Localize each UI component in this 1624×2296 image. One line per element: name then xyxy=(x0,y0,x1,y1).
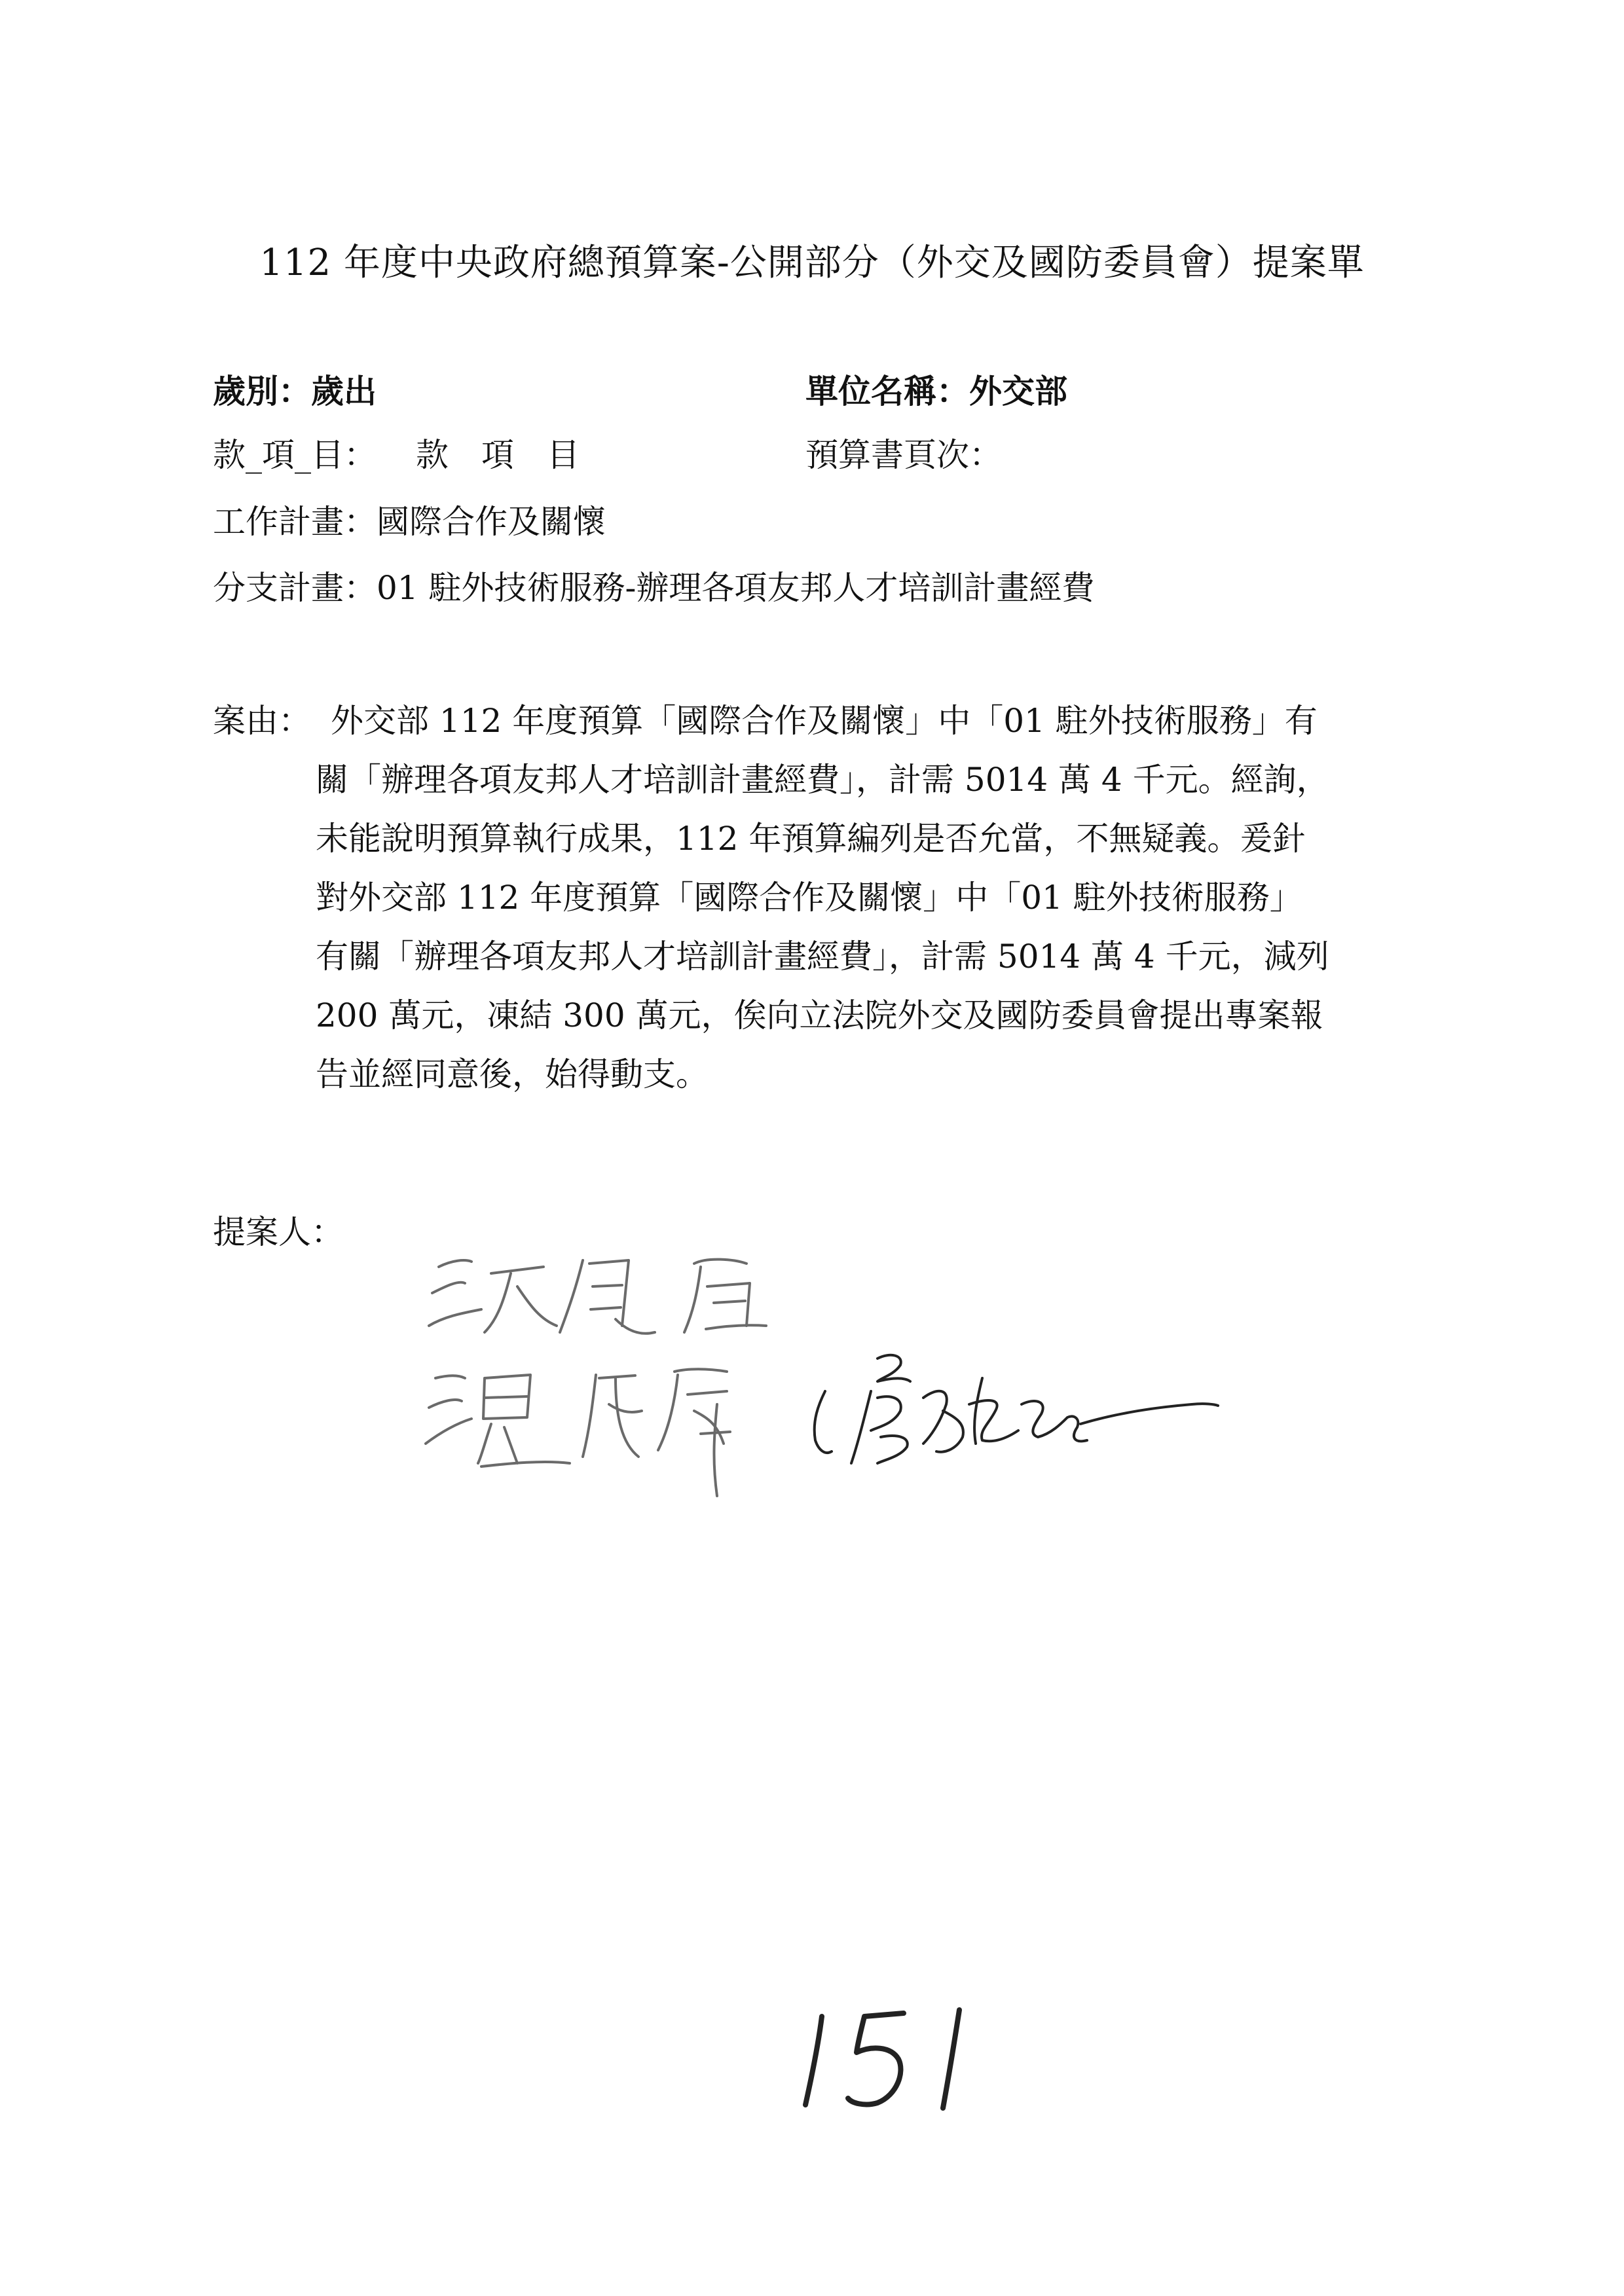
unit-field xyxy=(805,369,1067,414)
unit-value: 外交部 xyxy=(969,372,1067,410)
page-ref-field xyxy=(805,432,1002,478)
signature-3 xyxy=(815,1355,1218,1463)
page-ref-label: 預算書頁次： xyxy=(805,436,1002,474)
case-line: 有關「辦理各項友邦人才培訓計畫經費」，計需 5014 萬 4 千元，減列 xyxy=(316,938,1329,975)
category-field xyxy=(213,369,377,414)
signature-1 xyxy=(429,1260,766,1334)
kxm-mu: 目 xyxy=(547,436,580,474)
category-value: 歲出 xyxy=(311,372,377,410)
work-plan-label: 工作計畫： xyxy=(213,503,377,541)
signature-2 xyxy=(426,1369,730,1496)
sub-plan-label: 分支計畫： xyxy=(213,569,377,607)
work-plan-field xyxy=(213,499,606,545)
case-line: 未能說明預算執行成果，112 年預算編列是否允當，不無疑義。爰針 xyxy=(316,820,1306,858)
case-line: 200 萬元，凍結 300 萬元，俟向立法院外交及國防委員會提出專案報 xyxy=(316,996,1323,1034)
page-number-handwritten xyxy=(786,1990,995,2121)
kxm-field xyxy=(213,432,580,478)
work-plan-value: 國際合作及關懷 xyxy=(377,503,606,541)
case-line: 對外交部 112 年度預算「國際合作及關懷」中「01 駐外技術服務」 xyxy=(316,879,1302,917)
kxm-label: 款_項_目： xyxy=(213,436,377,474)
case-label: 案由： xyxy=(213,702,311,740)
category-label: 歲別： xyxy=(213,372,311,410)
sub-plan-value: 01 駐外技術服務-辦理各項友邦人才培訓計畫經費 xyxy=(377,569,1095,607)
case-line: 告並經同意後，始得動支。 xyxy=(316,1055,709,1093)
kxm-kuan: 款 xyxy=(416,436,449,474)
sub-plan-field xyxy=(213,565,1094,611)
document-title: 112 年度中央政府總預算案-公開部分（外交及國防委員會）提案單 xyxy=(259,242,1365,284)
unit-label: 單位名稱： xyxy=(805,372,969,410)
signature-area xyxy=(419,1247,1270,1614)
kxm-xiang: 項 xyxy=(481,436,514,474)
case-line: 外交部 112 年度預算「國際合作及關懷」中「01 駐外技術服務」有 xyxy=(331,702,1318,740)
proposer-label: 提案人： xyxy=(213,1213,344,1251)
case-line: 關「辦理各項友邦人才培訓計畫經費」，計需 5014 萬 4 千元。經詢， xyxy=(316,761,1329,799)
